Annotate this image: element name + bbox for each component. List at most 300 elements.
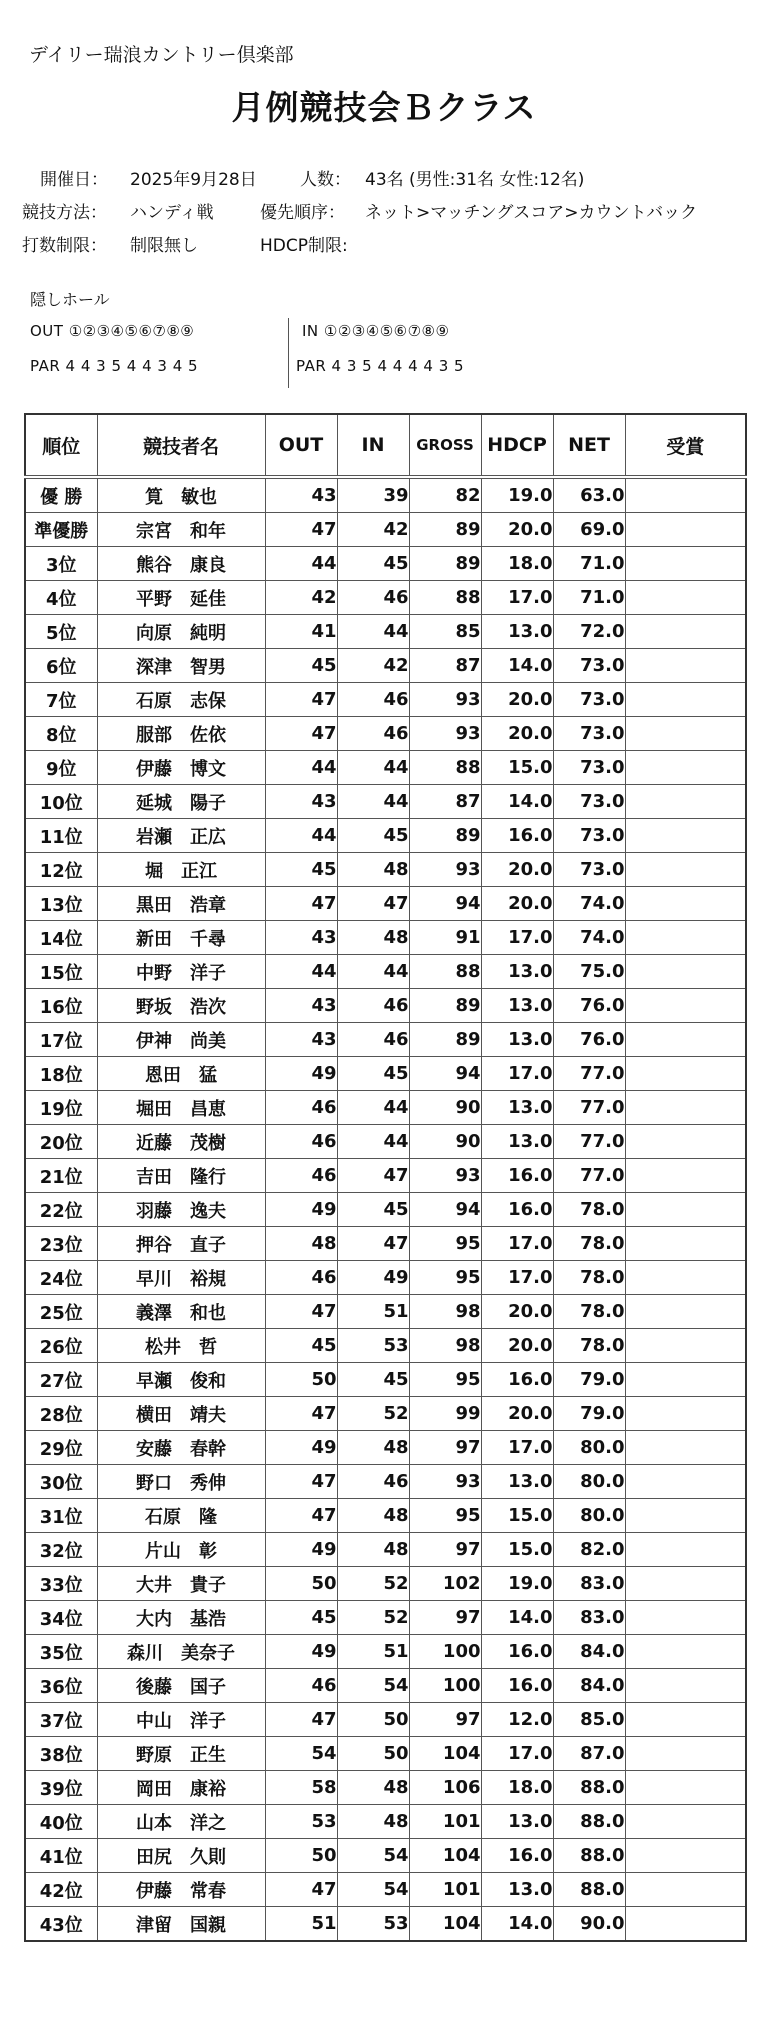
- cell-rank: 9位: [25, 751, 97, 785]
- table-row: [25, 1057, 746, 1091]
- cell-out-score: 47: [265, 1499, 337, 1533]
- cell-competitor-name: 押谷 直子: [97, 1227, 265, 1261]
- cell-out-score: 46: [265, 1091, 337, 1125]
- cell-hdcp: 14.0: [481, 785, 553, 819]
- cell-award: [625, 615, 746, 649]
- cell-gross-score: 98: [409, 1295, 481, 1329]
- table-row: [25, 1771, 746, 1805]
- cell-net-score: 75.0: [553, 955, 625, 989]
- cell-hdcp: 13.0: [481, 1023, 553, 1057]
- cell-competitor-name: 野坂 浩次: [97, 989, 265, 1023]
- cell-competitor-name: 安藤 春幹: [97, 1431, 265, 1465]
- cell-award: [625, 887, 746, 921]
- cell-in-score: 47: [337, 887, 409, 921]
- cell-hdcp: 16.0: [481, 1635, 553, 1669]
- cell-rank: 25位: [25, 1295, 97, 1329]
- cell-competitor-name: 松井 哲: [97, 1329, 265, 1363]
- table-row: [25, 1635, 746, 1669]
- cell-in-score: 44: [337, 785, 409, 819]
- cell-hdcp: 13.0: [481, 1091, 553, 1125]
- cell-gross-score: 98: [409, 1329, 481, 1363]
- table-row: [25, 1397, 746, 1431]
- table-row: [25, 1601, 746, 1635]
- limit-label: 打数制限：: [22, 236, 107, 256]
- cell-competitor-name: 岩瀬 正広: [97, 819, 265, 853]
- cell-competitor-name: 山本 洋之: [97, 1805, 265, 1839]
- count-value: 43名 (男性:31名 女性:12名): [365, 170, 585, 190]
- out-in-divider: [288, 318, 289, 388]
- cell-out-score: 49: [265, 1193, 337, 1227]
- cell-competitor-name: 早川 裕規: [97, 1261, 265, 1295]
- cell-in-score: 45: [337, 1193, 409, 1227]
- cell-gross-score: 89: [409, 1023, 481, 1057]
- cell-hdcp: 16.0: [481, 1839, 553, 1873]
- cell-award: [625, 1703, 746, 1737]
- cell-in-score: 45: [337, 1363, 409, 1397]
- cell-out-score: 46: [265, 1669, 337, 1703]
- cell-hdcp: 17.0: [481, 581, 553, 615]
- header-out: OUT: [265, 414, 337, 477]
- header-name: 競技者名: [97, 414, 265, 477]
- cell-net-score: 73.0: [553, 683, 625, 717]
- cell-competitor-name: 筧 敏也: [97, 477, 265, 513]
- table-row: [25, 1125, 746, 1159]
- cell-in-score: 46: [337, 581, 409, 615]
- cell-out-score: 46: [265, 1125, 337, 1159]
- cell-in-score: 52: [337, 1601, 409, 1635]
- cell-competitor-name: 早瀬 俊和: [97, 1363, 265, 1397]
- cell-hdcp: 20.0: [481, 887, 553, 921]
- cell-award: [625, 1295, 746, 1329]
- cell-net-score: 78.0: [553, 1261, 625, 1295]
- cell-gross-score: 100: [409, 1669, 481, 1703]
- cell-gross-score: 94: [409, 887, 481, 921]
- cell-rank: 3位: [25, 547, 97, 581]
- cell-net-score: 79.0: [553, 1363, 625, 1397]
- cell-net-score: 87.0: [553, 1737, 625, 1771]
- cell-net-score: 63.0: [553, 477, 625, 513]
- cell-net-score: 77.0: [553, 1057, 625, 1091]
- cell-out-score: 42: [265, 581, 337, 615]
- cell-competitor-name: 伊藤 常春: [97, 1873, 265, 1907]
- cell-award: [625, 649, 746, 683]
- cell-out-score: 50: [265, 1363, 337, 1397]
- method-value: ハンディ戦: [130, 203, 214, 223]
- cell-in-score: 45: [337, 1057, 409, 1091]
- cell-rank: 14位: [25, 921, 97, 955]
- cell-net-score: 83.0: [553, 1601, 625, 1635]
- cell-net-score: 88.0: [553, 1805, 625, 1839]
- cell-award: [625, 1125, 746, 1159]
- cell-award: [625, 1635, 746, 1669]
- cell-net-score: 84.0: [553, 1635, 625, 1669]
- table-row: [25, 581, 746, 615]
- table-row: [25, 649, 746, 683]
- cell-gross-score: 89: [409, 819, 481, 853]
- cell-hdcp: 13.0: [481, 615, 553, 649]
- cell-net-score: 88.0: [553, 1873, 625, 1907]
- cell-in-score: 42: [337, 513, 409, 547]
- cell-net-score: 88.0: [553, 1771, 625, 1805]
- cell-hdcp: 13.0: [481, 955, 553, 989]
- cell-rank: 21位: [25, 1159, 97, 1193]
- cell-award: [625, 1057, 746, 1091]
- cell-award: [625, 921, 746, 955]
- cell-competitor-name: 羽藤 逸夫: [97, 1193, 265, 1227]
- priority-value: ネット>マッチングスコア>カウントバック: [365, 203, 698, 223]
- table-row: [25, 819, 746, 853]
- cell-competitor-name: 石原 隆: [97, 1499, 265, 1533]
- table-row: [25, 1159, 746, 1193]
- cell-hdcp: 20.0: [481, 1295, 553, 1329]
- cell-gross-score: 91: [409, 921, 481, 955]
- table-row: [25, 615, 746, 649]
- cell-gross-score: 95: [409, 1363, 481, 1397]
- table-header-row: [25, 414, 746, 477]
- cell-gross-score: 100: [409, 1635, 481, 1669]
- cell-competitor-name: 延城 陽子: [97, 785, 265, 819]
- cell-award: [625, 1227, 746, 1261]
- table-row: [25, 1363, 746, 1397]
- cell-hdcp: 16.0: [481, 1669, 553, 1703]
- table-row: [25, 1329, 746, 1363]
- cell-in-score: 44: [337, 955, 409, 989]
- cell-net-score: 76.0: [553, 989, 625, 1023]
- cell-in-score: 46: [337, 683, 409, 717]
- cell-hdcp: 17.0: [481, 1431, 553, 1465]
- cell-gross-score: 88: [409, 955, 481, 989]
- cell-rank: 39位: [25, 1771, 97, 1805]
- cell-out-score: 45: [265, 1329, 337, 1363]
- cell-out-score: 46: [265, 1159, 337, 1193]
- cell-competitor-name: 新田 千尋: [97, 921, 265, 955]
- cell-in-score: 47: [337, 1159, 409, 1193]
- table-row: [25, 1261, 746, 1295]
- date-label: 開催日：: [40, 170, 108, 190]
- cell-competitor-name: 堀田 昌恵: [97, 1091, 265, 1125]
- cell-competitor-name: 服部 佐依: [97, 717, 265, 751]
- cell-competitor-name: 義澤 和也: [97, 1295, 265, 1329]
- cell-award: [625, 1193, 746, 1227]
- cell-net-score: 80.0: [553, 1465, 625, 1499]
- cell-out-score: 45: [265, 649, 337, 683]
- cell-net-score: 80.0: [553, 1499, 625, 1533]
- cell-competitor-name: 平野 延佳: [97, 581, 265, 615]
- cell-competitor-name: 中山 洋子: [97, 1703, 265, 1737]
- cell-net-score: 69.0: [553, 513, 625, 547]
- cell-rank: 8位: [25, 717, 97, 751]
- cell-award: [625, 1091, 746, 1125]
- cell-out-score: 44: [265, 819, 337, 853]
- cell-gross-score: 93: [409, 1159, 481, 1193]
- cell-hdcp: 15.0: [481, 1499, 553, 1533]
- cell-in-score: 48: [337, 1431, 409, 1465]
- cell-hdcp: 14.0: [481, 1601, 553, 1635]
- cell-award: [625, 1329, 746, 1363]
- cell-gross-score: 104: [409, 1737, 481, 1771]
- cell-out-score: 45: [265, 1601, 337, 1635]
- cell-hdcp: 18.0: [481, 547, 553, 581]
- cell-hdcp: 16.0: [481, 1159, 553, 1193]
- cell-award: [625, 751, 746, 785]
- cell-gross-score: 97: [409, 1533, 481, 1567]
- cell-competitor-name: 片山 彰: [97, 1533, 265, 1567]
- cell-gross-score: 89: [409, 989, 481, 1023]
- cell-out-score: 44: [265, 751, 337, 785]
- cell-award: [625, 1023, 746, 1057]
- cell-gross-score: 93: [409, 1465, 481, 1499]
- table-row: [25, 1193, 746, 1227]
- cell-award: [625, 1771, 746, 1805]
- cell-award: [625, 989, 746, 1023]
- cell-hdcp: 14.0: [481, 1907, 553, 1942]
- cell-rank: 22位: [25, 1193, 97, 1227]
- cell-competitor-name: 伊藤 博文: [97, 751, 265, 785]
- hidden-holes-in: IN ①②③④⑤⑥⑦⑧⑨: [302, 322, 450, 340]
- cell-rank: 12位: [25, 853, 97, 887]
- cell-net-score: 71.0: [553, 547, 625, 581]
- cell-out-score: 53: [265, 1805, 337, 1839]
- cell-net-score: 71.0: [553, 581, 625, 615]
- cell-award: [625, 1261, 746, 1295]
- cell-competitor-name: 岡田 康裕: [97, 1771, 265, 1805]
- cell-hdcp: 17.0: [481, 921, 553, 955]
- cell-gross-score: 95: [409, 1499, 481, 1533]
- cell-rank: 42位: [25, 1873, 97, 1907]
- cell-hdcp: 17.0: [481, 1227, 553, 1261]
- table-row: [25, 785, 746, 819]
- cell-hdcp: 13.0: [481, 1465, 553, 1499]
- cell-award: [625, 1397, 746, 1431]
- par-in: PAR 4 3 5 4 4 4 4 3 5: [296, 357, 465, 375]
- cell-award: [625, 1601, 746, 1635]
- cell-net-score: 90.0: [553, 1907, 625, 1942]
- cell-rank: 準優勝: [25, 513, 97, 547]
- cell-rank: 27位: [25, 1363, 97, 1397]
- header-net: NET: [553, 414, 625, 477]
- cell-in-score: 39: [337, 477, 409, 513]
- cell-rank: 40位: [25, 1805, 97, 1839]
- cell-out-score: 49: [265, 1533, 337, 1567]
- cell-rank: 23位: [25, 1227, 97, 1261]
- table-row: [25, 1839, 746, 1873]
- table-row: [25, 477, 746, 513]
- cell-rank: 28位: [25, 1397, 97, 1431]
- table-row: [25, 1227, 746, 1261]
- cell-net-score: 72.0: [553, 615, 625, 649]
- cell-out-score: 50: [265, 1567, 337, 1601]
- cell-gross-score: 88: [409, 581, 481, 615]
- cell-hdcp: 15.0: [481, 1533, 553, 1567]
- limit-value: 制限無し: [130, 236, 198, 256]
- par-out: PAR 4 4 3 5 4 4 3 4 5: [30, 357, 199, 375]
- cell-out-score: 47: [265, 717, 337, 751]
- cell-competitor-name: 横田 靖夫: [97, 1397, 265, 1431]
- hidden-holes-out: OUT ①②③④⑤⑥⑦⑧⑨: [30, 322, 195, 340]
- cell-in-score: 42: [337, 649, 409, 683]
- table-row: [25, 955, 746, 989]
- cell-net-score: 84.0: [553, 1669, 625, 1703]
- cell-rank: 7位: [25, 683, 97, 717]
- cell-rank: 43位: [25, 1907, 97, 1942]
- cell-award: [625, 683, 746, 717]
- cell-in-score: 45: [337, 547, 409, 581]
- cell-competitor-name: 野口 秀伸: [97, 1465, 265, 1499]
- cell-gross-score: 95: [409, 1261, 481, 1295]
- cell-competitor-name: 後藤 国子: [97, 1669, 265, 1703]
- cell-hdcp: 17.0: [481, 1261, 553, 1295]
- cell-hdcp: 20.0: [481, 853, 553, 887]
- cell-net-score: 76.0: [553, 1023, 625, 1057]
- cell-out-score: 51: [265, 1907, 337, 1942]
- table-row: [25, 1873, 746, 1907]
- cell-net-score: 80.0: [553, 1431, 625, 1465]
- cell-hdcp: 15.0: [481, 751, 553, 785]
- cell-gross-score: 94: [409, 1057, 481, 1091]
- cell-hdcp: 14.0: [481, 649, 553, 683]
- cell-gross-score: 90: [409, 1125, 481, 1159]
- cell-in-score: 51: [337, 1635, 409, 1669]
- cell-award: [625, 1907, 746, 1942]
- cell-hdcp: 18.0: [481, 1771, 553, 1805]
- cell-gross-score: 95: [409, 1227, 481, 1261]
- cell-out-score: 47: [265, 683, 337, 717]
- cell-award: [625, 1363, 746, 1397]
- cell-in-score: 50: [337, 1737, 409, 1771]
- cell-hdcp: 13.0: [481, 1125, 553, 1159]
- cell-gross-score: 94: [409, 1193, 481, 1227]
- cell-rank: 15位: [25, 955, 97, 989]
- cell-award: [625, 717, 746, 751]
- cell-net-score: 77.0: [553, 1159, 625, 1193]
- cell-hdcp: 17.0: [481, 1057, 553, 1091]
- cell-competitor-name: 田尻 久則: [97, 1839, 265, 1873]
- cell-net-score: 77.0: [553, 1091, 625, 1125]
- cell-in-score: 47: [337, 1227, 409, 1261]
- cell-net-score: 77.0: [553, 1125, 625, 1159]
- cell-rank: 38位: [25, 1737, 97, 1771]
- cell-in-score: 46: [337, 1465, 409, 1499]
- cell-rank: 30位: [25, 1465, 97, 1499]
- table-row: [25, 853, 746, 887]
- cell-hdcp: 16.0: [481, 819, 553, 853]
- cell-net-score: 73.0: [553, 717, 625, 751]
- header-hdcp: HDCP: [481, 414, 553, 477]
- table-row: [25, 547, 746, 581]
- table-row: [25, 1295, 746, 1329]
- table-row: [25, 1703, 746, 1737]
- cell-rank: 24位: [25, 1261, 97, 1295]
- cell-out-score: 47: [265, 513, 337, 547]
- cell-rank: 優 勝: [25, 477, 97, 513]
- table-row: [25, 1737, 746, 1771]
- cell-award: [625, 1159, 746, 1193]
- cell-award: [625, 1567, 746, 1601]
- cell-gross-score: 97: [409, 1703, 481, 1737]
- cell-award: [625, 1737, 746, 1771]
- cell-out-score: 50: [265, 1839, 337, 1873]
- cell-rank: 41位: [25, 1839, 97, 1873]
- cell-in-score: 51: [337, 1295, 409, 1329]
- cell-in-score: 50: [337, 1703, 409, 1737]
- table-row: [25, 1499, 746, 1533]
- cell-competitor-name: 津留 国親: [97, 1907, 265, 1942]
- cell-gross-score: 97: [409, 1601, 481, 1635]
- cell-out-score: 48: [265, 1227, 337, 1261]
- cell-rank: 29位: [25, 1431, 97, 1465]
- cell-competitor-name: 中野 洋子: [97, 955, 265, 989]
- table-row: [25, 1669, 746, 1703]
- cell-net-score: 74.0: [553, 921, 625, 955]
- cell-net-score: 73.0: [553, 853, 625, 887]
- cell-in-score: 45: [337, 819, 409, 853]
- cell-award: [625, 1431, 746, 1465]
- header-award: 受賞: [625, 414, 746, 477]
- cell-hdcp: 19.0: [481, 477, 553, 513]
- cell-award: [625, 1805, 746, 1839]
- header-rank: 順位: [25, 414, 97, 477]
- cell-gross-score: 87: [409, 785, 481, 819]
- cell-out-score: 44: [265, 547, 337, 581]
- cell-gross-score: 82: [409, 477, 481, 513]
- header-in: IN: [337, 414, 409, 477]
- cell-hdcp: 19.0: [481, 1567, 553, 1601]
- cell-award: [625, 1669, 746, 1703]
- cell-hdcp: 12.0: [481, 1703, 553, 1737]
- cell-competitor-name: 伊神 尚美: [97, 1023, 265, 1057]
- cell-competitor-name: 吉田 隆行: [97, 1159, 265, 1193]
- cell-award: [625, 477, 746, 513]
- cell-award: [625, 853, 746, 887]
- count-label: 人数：: [300, 170, 351, 190]
- cell-net-score: 73.0: [553, 785, 625, 819]
- cell-out-score: 47: [265, 1873, 337, 1907]
- cell-competitor-name: 森川 美奈子: [97, 1635, 265, 1669]
- cell-in-score: 54: [337, 1669, 409, 1703]
- cell-in-score: 48: [337, 921, 409, 955]
- cell-hdcp: 13.0: [481, 1873, 553, 1907]
- cell-rank: 26位: [25, 1329, 97, 1363]
- cell-hdcp: 20.0: [481, 1397, 553, 1431]
- cell-in-score: 49: [337, 1261, 409, 1295]
- cell-in-score: 48: [337, 1805, 409, 1839]
- table-row: [25, 1023, 746, 1057]
- cell-out-score: 49: [265, 1635, 337, 1669]
- cell-hdcp: 16.0: [481, 1193, 553, 1227]
- cell-net-score: 82.0: [553, 1533, 625, 1567]
- cell-gross-score: 99: [409, 1397, 481, 1431]
- table-row: [25, 887, 746, 921]
- results-body: [25, 477, 746, 1941]
- cell-net-score: 78.0: [553, 1227, 625, 1261]
- cell-net-score: 85.0: [553, 1703, 625, 1737]
- cell-net-score: 78.0: [553, 1193, 625, 1227]
- cell-award: [625, 1839, 746, 1873]
- priority-label: 優先順序：: [260, 203, 345, 223]
- cell-net-score: 73.0: [553, 649, 625, 683]
- cell-out-score: 41: [265, 615, 337, 649]
- cell-net-score: 79.0: [553, 1397, 625, 1431]
- cell-gross-score: 89: [409, 547, 481, 581]
- cell-rank: 34位: [25, 1601, 97, 1635]
- cell-rank: 32位: [25, 1533, 97, 1567]
- cell-gross-score: 89: [409, 513, 481, 547]
- cell-hdcp: 20.0: [481, 717, 553, 751]
- cell-competitor-name: 石原 志保: [97, 683, 265, 717]
- cell-rank: 18位: [25, 1057, 97, 1091]
- table-row: [25, 989, 746, 1023]
- cell-competitor-name: 黒田 浩章: [97, 887, 265, 921]
